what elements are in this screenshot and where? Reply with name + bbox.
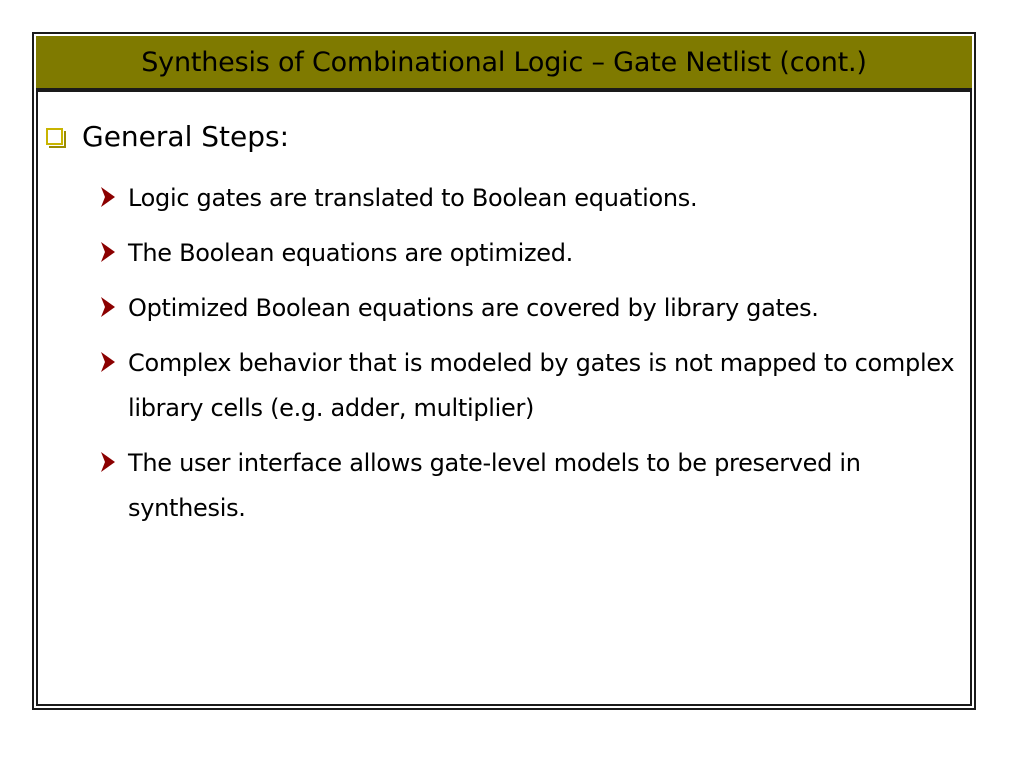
sub-point-text: The user interface allows gate-level models to be preserved in synthesis.: [128, 449, 861, 522]
title-bar: [36, 36, 972, 90]
sub-point-text: Logic gates are translated to Boolean equations.: [128, 184, 698, 212]
main-point: [46, 120, 289, 153]
list-item: [99, 231, 969, 276]
sub-point-list: [99, 176, 969, 541]
sub-point-text: The Boolean equations are optimized.: [128, 239, 574, 267]
square-bullet-icon: [46, 128, 63, 145]
list-item: [99, 441, 969, 531]
arrow-bullet-icon: [99, 449, 117, 475]
list-item: [99, 341, 969, 431]
slide-title: Synthesis of Combinational Logic – Gate Netlist (cont.): [141, 46, 867, 78]
arrow-bullet-icon: [99, 184, 117, 210]
main-point-text: General Steps:: [82, 120, 290, 153]
list-item: [99, 286, 969, 331]
sub-point-text: Optimized Boolean equations are covered by library gates.: [128, 294, 819, 322]
list-item: [99, 176, 969, 221]
sub-point-text: Complex behavior that is modeled by gates is not mapped to complex library cells (e.g. adder, multiplier): [128, 349, 955, 422]
arrow-bullet-icon: [99, 294, 117, 320]
arrow-bullet-icon: [99, 349, 117, 375]
arrow-bullet-icon: [99, 239, 117, 265]
